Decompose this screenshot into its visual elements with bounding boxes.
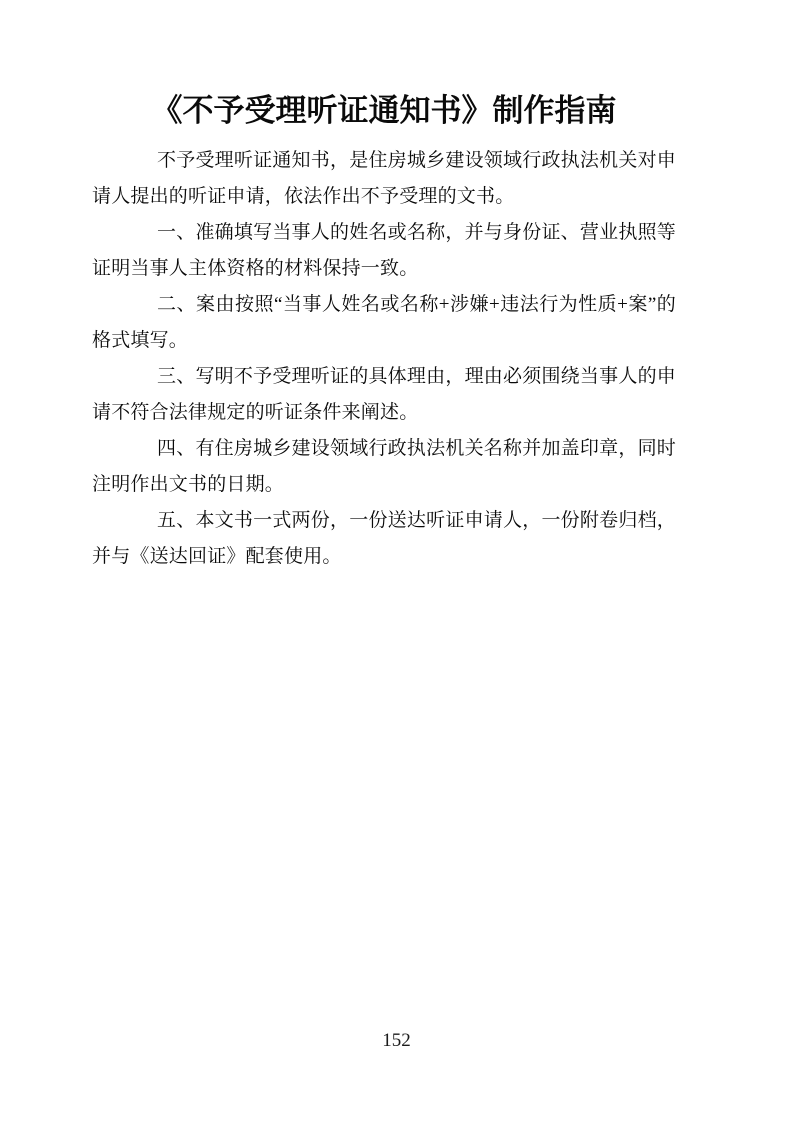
- document-content: [92, 88, 676, 575]
- paragraph-item-1: 一、准确填写当事人的姓名或名称，并与身份证、营业执照等证明当事人主体资格的材料保持一致。: [92, 222, 676, 279]
- paragraph-item-4: 四、有住房城乡建设领域行政执法机关名称并加盖印章，同时注明作出文书的日期。: [92, 438, 676, 495]
- paragraph-item-5: 五、本文书一式两份，一份送达听证申请人，一份附卷归档，并与《送达回证》配套使用。: [92, 510, 676, 567]
- page-number: 152: [382, 1030, 411, 1051]
- document-title: 《不予受理听证通知书》制作指南: [151, 93, 617, 128]
- paragraph-item-3: 三、写明不予受理听证的具体理由，理由必须围绕当事人的申请不符合法律规定的听证条件来阐述。: [92, 366, 676, 423]
- paragraph-item-2: 二、案由按照“当事人姓名或名称+涉嫌+违法行为性质+案”的格式填写。: [92, 294, 676, 351]
- paragraph-intro: 不予受理听证通知书，是住房城乡建设领域行政执法机关对申请人提出的听证申请，依法作出不予受理的文书。: [92, 150, 676, 207]
